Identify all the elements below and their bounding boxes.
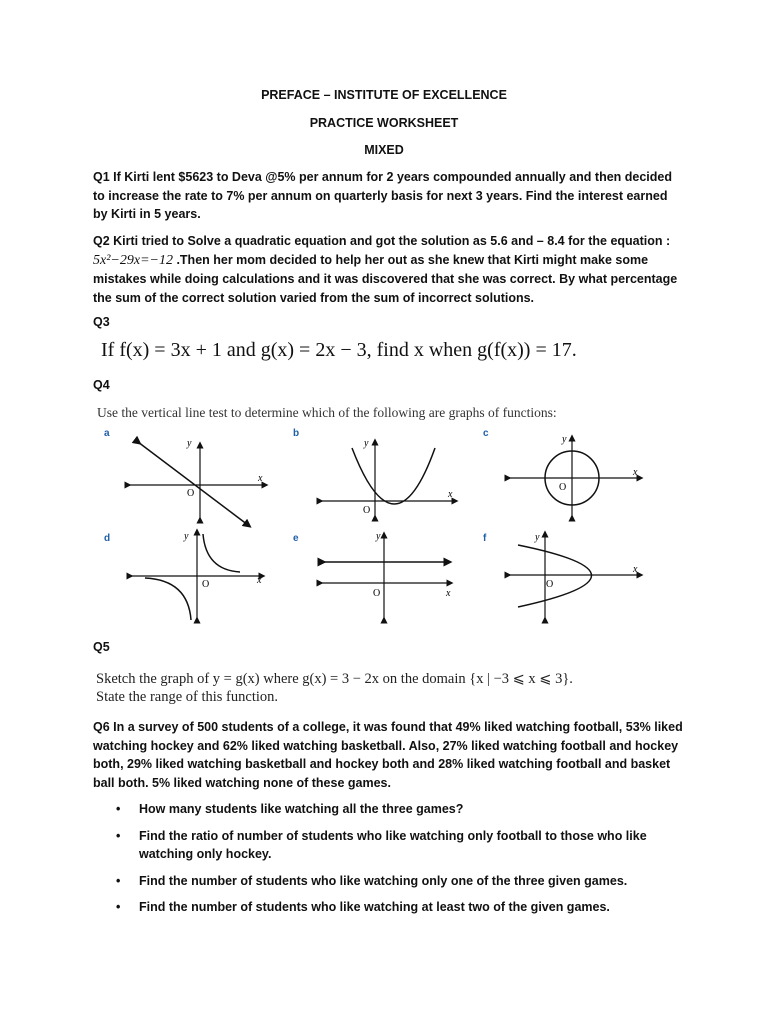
question-6-bullet <box>93 872 693 891</box>
question-6-bullet-text: Find the ratio of number of students who like watching only football to those who like watching only hockey. <box>139 828 647 861</box>
graph-c-y-label: y <box>562 434 567 445</box>
question-2 <box>93 232 683 307</box>
graph-a-x-label: x <box>258 473 263 484</box>
question-5-label: Q5 <box>93 640 110 654</box>
graph-d-label: d <box>104 533 111 544</box>
question-4-label: Q4 <box>93 378 110 392</box>
question-6-bullet <box>93 827 693 864</box>
graph-b <box>293 428 455 518</box>
graph-a-origin: O <box>187 488 195 499</box>
graph-f-x-label: x <box>633 564 638 575</box>
question-4-caption: Use the vertical line test to determine which of the following are graphs of functions: <box>97 405 557 420</box>
graph-d <box>104 531 262 620</box>
graph-f-label: f <box>483 533 487 544</box>
bullet-dot-icon: • <box>116 802 121 816</box>
graph-f-curve <box>518 545 592 607</box>
graph-e-label: e <box>293 533 299 544</box>
question-3-math: If f(x) = 3x + 1 and g(x) = 2x − 3, find x when g(f(x)) = 17. <box>101 339 577 361</box>
graph-b-x-label: x <box>448 489 453 500</box>
graph-b-label: b <box>293 428 300 439</box>
question-2-body: .Then her mom decided to help her out as she knew that Kirti might make some mistakes while doing calculations and it was discovered that she was correct. By what percentage the sum of the correct solution varied from the sum of incorrect solutions. <box>93 252 678 305</box>
question-2-equation: 5x²−29x=−12 <box>93 252 173 268</box>
graph-a-curve <box>138 442 248 525</box>
question-3-label: Q3 <box>93 315 110 329</box>
question-4-graphs <box>90 420 660 630</box>
question-6: Q6 In a survey of 500 students of a college, it was found that 49% liked watching football, 53% liked watching hockey and 62% liked watching basketball. Also, 27% liked watching football and hockey both, 29% liked watching basketball and hockey both and 28% liked watching football and basket ball both. 5% liked watching none of these games. <box>93 720 683 790</box>
graph-d-curve-left <box>145 578 191 620</box>
graph-c-x-label: x <box>633 467 638 478</box>
question-6-bullet <box>93 800 693 819</box>
graph-c-label: c <box>483 428 489 439</box>
bullet-dot-icon: • <box>116 873 121 888</box>
question-5-line-2: State the range of this function. <box>96 689 279 705</box>
question-2-intro: Q2 Kirti tried to Solve a quadratic equation and got the solution as 5.6 and – 8.4 for the equation : <box>93 234 671 248</box>
worksheet-title: PRACTICE WORKSHEET <box>309 116 459 130</box>
question-6-bullet-text: Find the number of students who like watching at least two of the given games. <box>139 900 610 914</box>
graph-c-origin: O <box>559 482 567 493</box>
bullet-dot-icon: • <box>116 828 121 843</box>
question-1: Q1 If Kirti lent $5623 to Deva @5% per annum for 2 years compounded annually and then decided to increase the rate to 7% per annum on quarterly basis for next 3 years. Find the interest earned by Kirti in 5 years. <box>93 170 672 221</box>
graph-e-y-label: y <box>376 531 381 542</box>
graph-d-curve-right <box>203 534 240 572</box>
graph-f-y-label: y <box>535 532 540 543</box>
graph-e-x-label: x <box>446 588 451 599</box>
graph-f <box>483 532 640 620</box>
graph-b-origin: O <box>363 505 371 516</box>
question-6-bullet <box>93 898 693 917</box>
graph-a <box>104 428 265 525</box>
graph-d-origin: O <box>202 579 210 590</box>
question-6-bullet-text: Find the number of students who like watching only one of the three given games. <box>139 873 628 888</box>
graph-a-y-label: y <box>187 438 192 449</box>
graph-e-origin: O <box>373 588 381 599</box>
question-5-line-1: Sketch the graph of y = g(x) where g(x) = 3 − 2x on the domain {x | −3 ⩽ x ⩽ 3}. <box>96 671 573 687</box>
graph-b-y-label: y <box>364 438 369 449</box>
graph-e <box>293 531 451 620</box>
graph-d-y-label: y <box>184 531 189 542</box>
institute-title: PREFACE – INSTITUTE OF EXCELLENCE <box>261 88 507 102</box>
graph-c <box>483 428 640 518</box>
graph-a-label: a <box>104 428 110 439</box>
question-6-bullet-text: How many students like watching all the three games? <box>139 802 464 816</box>
bullet-dot-icon: • <box>116 900 121 914</box>
worksheet-subtitle: MIXED <box>364 143 404 157</box>
graph-b-curve <box>352 448 435 504</box>
graph-d-x-label: x <box>257 575 262 586</box>
question-6-bullets <box>93 800 693 925</box>
graph-f-origin: O <box>546 579 554 590</box>
